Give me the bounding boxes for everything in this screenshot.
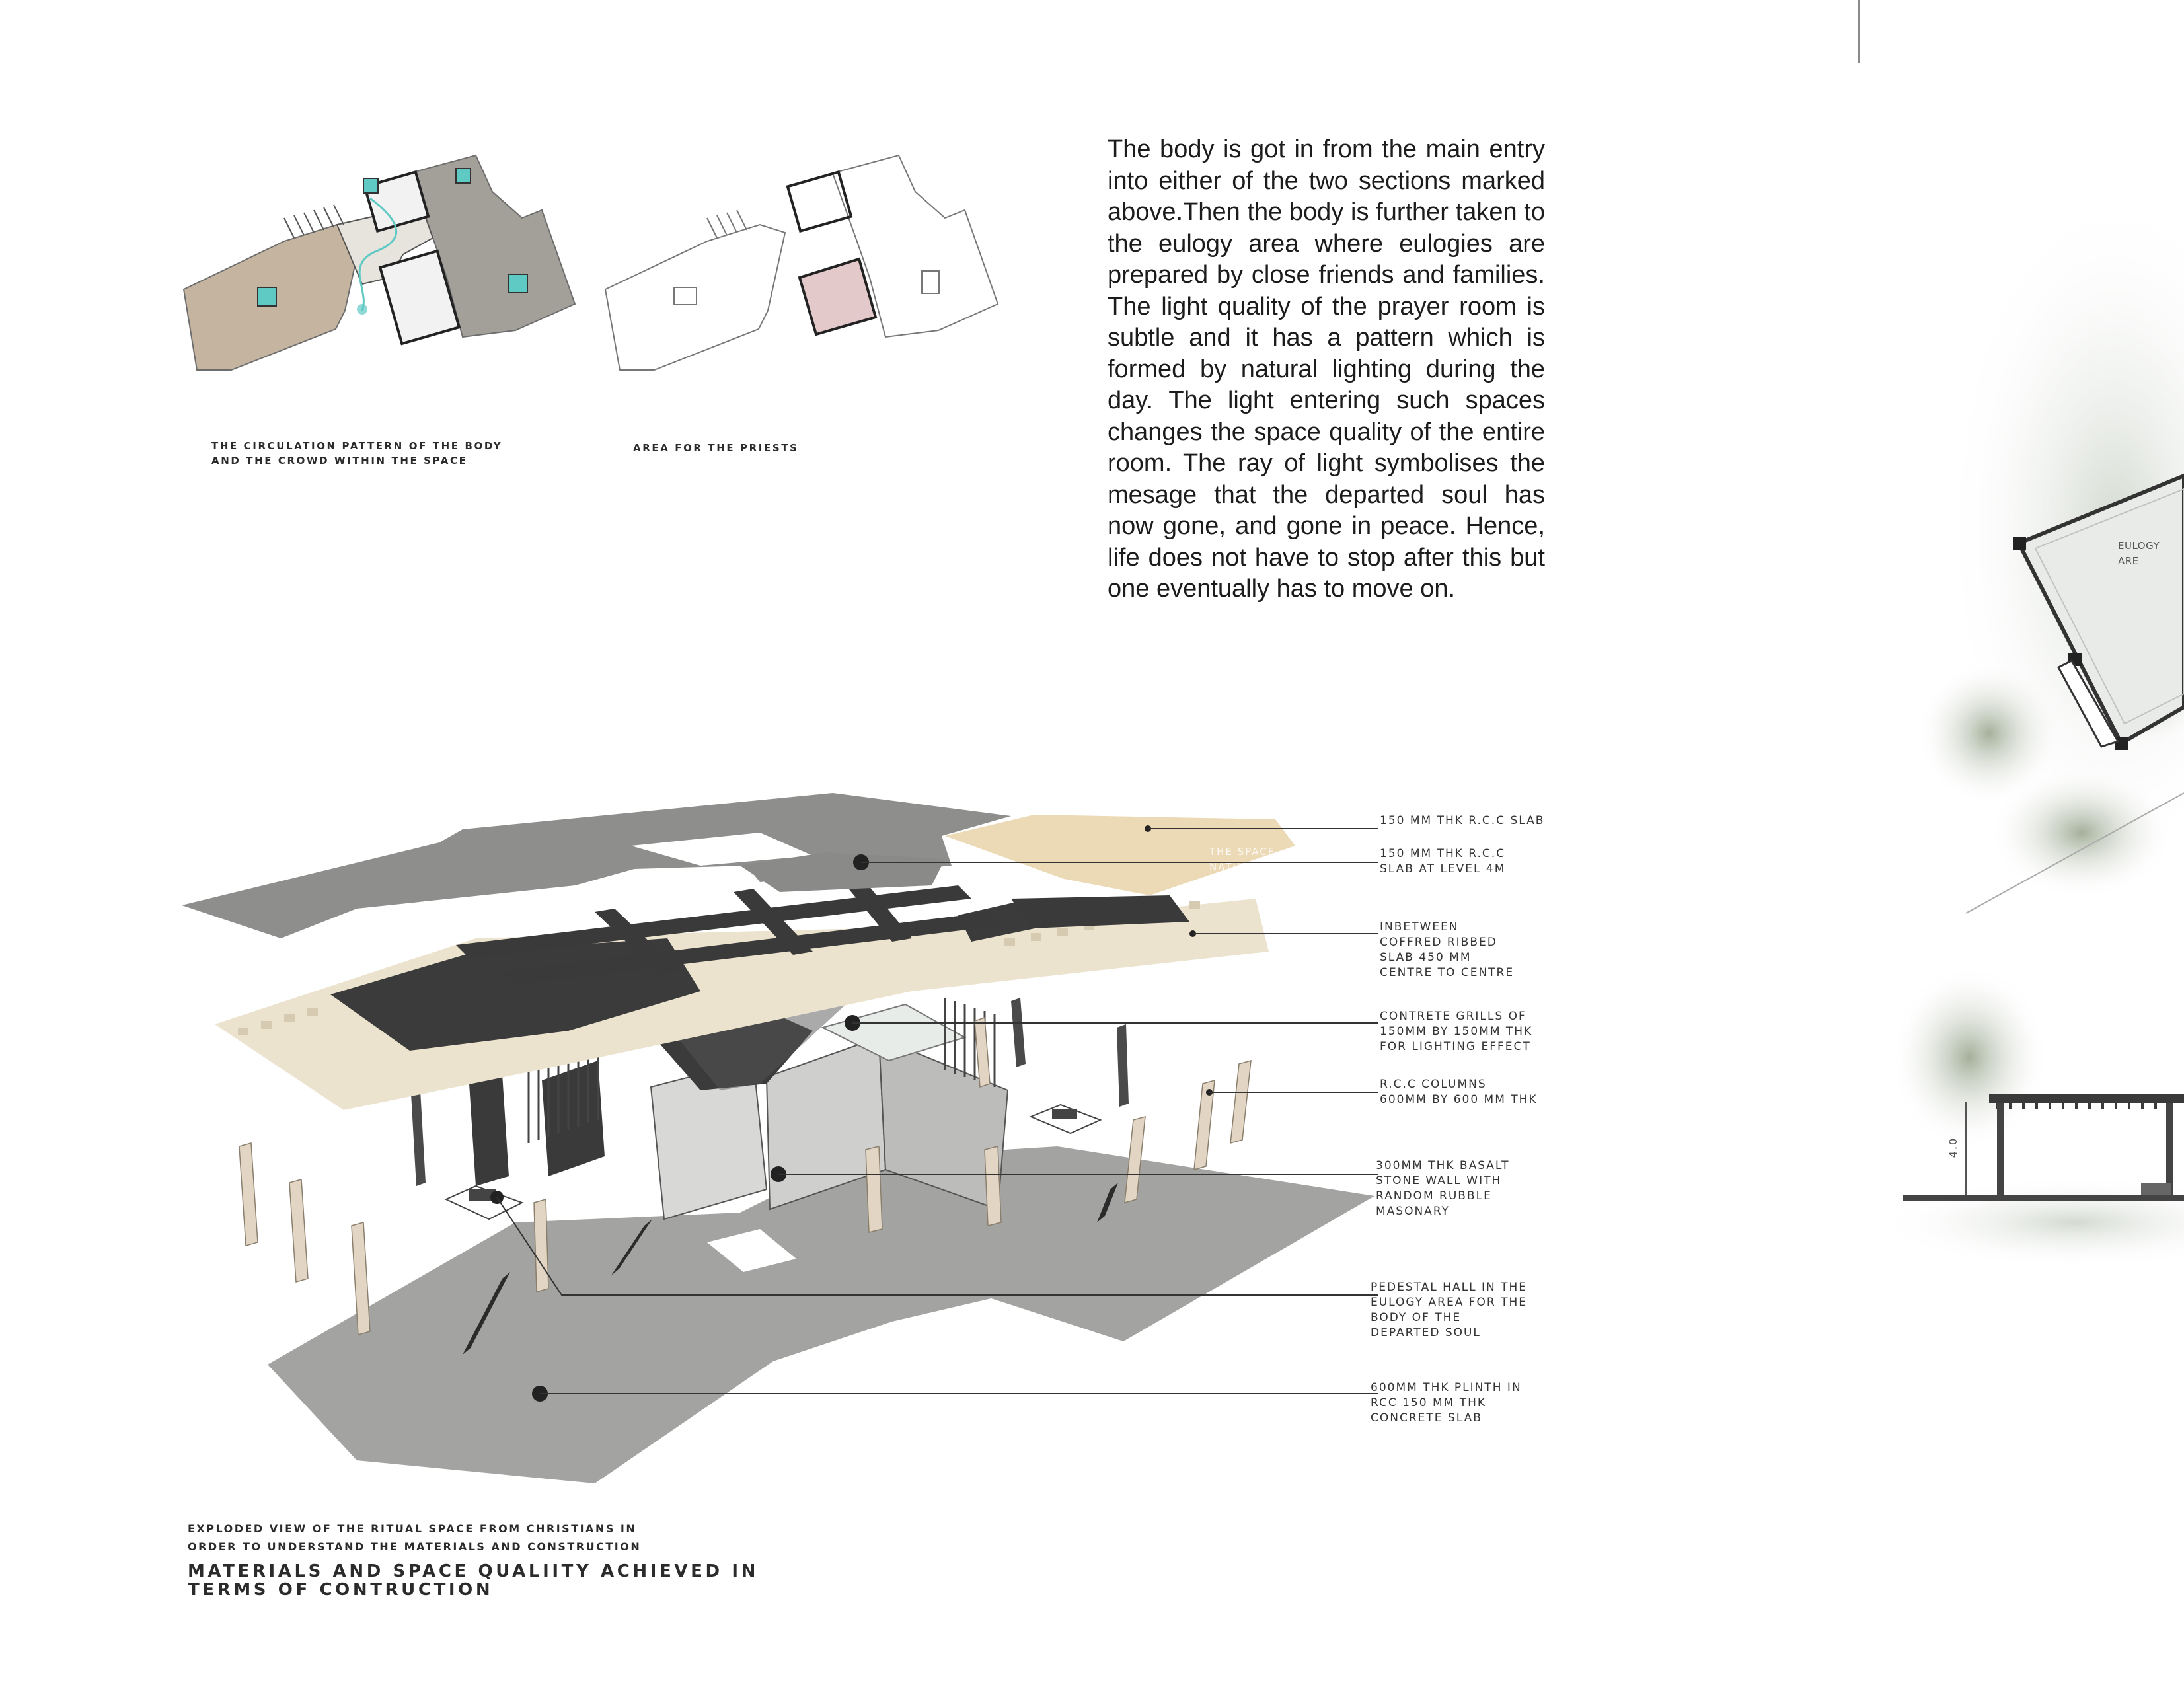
exploded-view bbox=[182, 793, 1378, 1483]
priests-plan bbox=[605, 155, 998, 370]
section-pedestal bbox=[2141, 1183, 2171, 1195]
circulation-node bbox=[357, 304, 367, 315]
plan-pedestal-top bbox=[363, 178, 378, 193]
right-side-panel bbox=[1877, 185, 2184, 1269]
section-ground-fog bbox=[1877, 1176, 2184, 1269]
circulation-caption: THE CIRCULATION PATTERN OF THE BODY AND THE CROWD WITHIN THE SPACE bbox=[211, 440, 503, 467]
exploded-view-caption: EXPLODED VIEW OF THE RITUAL SPACE FROM CHRISTIANS IN ORDER TO UNDERSTAND THE MATERIALS AND CONSTRUCTION bbox=[188, 1522, 642, 1553]
label-basalt-wall: 300MM THK BASALT STONE WALL WITH RANDOM RUBBLE MASONARY bbox=[1376, 1159, 1510, 1218]
priests-caption: AREA FOR THE PRIESTS bbox=[633, 442, 799, 454]
label-slab-level-4m: 150 MM THK R.C.C SLAB AT LEVEL 4M bbox=[1380, 847, 1506, 876]
label-rcc-columns: R.C.C COLUMNS 600MM BY 600 MM THK bbox=[1380, 1078, 1538, 1106]
section-height-label: 4.0 bbox=[1947, 1137, 1960, 1158]
panel-divider bbox=[1858, 0, 1860, 63]
label-plinth: 600MM THK PLINTH IN RCC 150 MM THK CONCRETE SLAB bbox=[1371, 1381, 1522, 1425]
eulogy-area-label: EULOGY ARE bbox=[2118, 540, 2160, 567]
plan-pedestal-top-right bbox=[456, 168, 471, 183]
tree-cluster-2 bbox=[1989, 767, 2174, 899]
circulation-plan bbox=[184, 155, 575, 370]
section-column-right bbox=[2166, 1103, 2173, 1195]
section-floor bbox=[1903, 1195, 2184, 1201]
priests-plan-upper-block bbox=[788, 172, 851, 231]
plan-pedestal-right bbox=[509, 274, 527, 293]
section-trees bbox=[1890, 965, 2049, 1150]
priests-area bbox=[800, 259, 876, 334]
label-coffered-slab: INBETWEEN COFFRED RIBBED SLAB 450 MM CENTRE TO CENTRE bbox=[1380, 920, 1515, 979]
section-column-left bbox=[1997, 1103, 2004, 1195]
priests-plan-left bbox=[605, 225, 785, 370]
plan-pedestal-left bbox=[258, 287, 276, 306]
plinth-slab bbox=[268, 1146, 1374, 1483]
sheet-title: MATERIALS AND SPACE QUALIITY ACHIEVED IN TERMS OF CONTRUCTION bbox=[188, 1561, 759, 1600]
eulogy-plan-column-1 bbox=[2013, 537, 2026, 550]
label-concrete-grills: CONTRETE GRILLS OF 150MM BY 150MM THK FOR LIGHTING EFFECT bbox=[1380, 1010, 1533, 1053]
section-roof bbox=[1989, 1094, 2184, 1103]
label-rcc-slab: 150 MM THK R.C.C SLAB bbox=[1380, 814, 1545, 827]
faded-slab-text: THE SPACE NATURAL bbox=[1209, 846, 1276, 873]
label-pedestal-hall: PEDESTAL HALL IN THE EULOGY AREA FOR THE BODY OF THE DEPARTED SOUL bbox=[1371, 1281, 1528, 1339]
description-text: The body is got in from the main entry into either of the two sections marked above.Then the body is further taken to the eulogy area where eulogies are prepared by close friends and families. The light quality of the prayer room is subtle and it has a pattern which is formed by natural lighting during the day. The light entering such spaces changes the space quality of the entire room. The ray of light symbolises the mesage that the departed soul has now gone, and gone in peace. Hence, life does not have to stop after this but one eventually has to move on. bbox=[1108, 135, 1545, 603]
